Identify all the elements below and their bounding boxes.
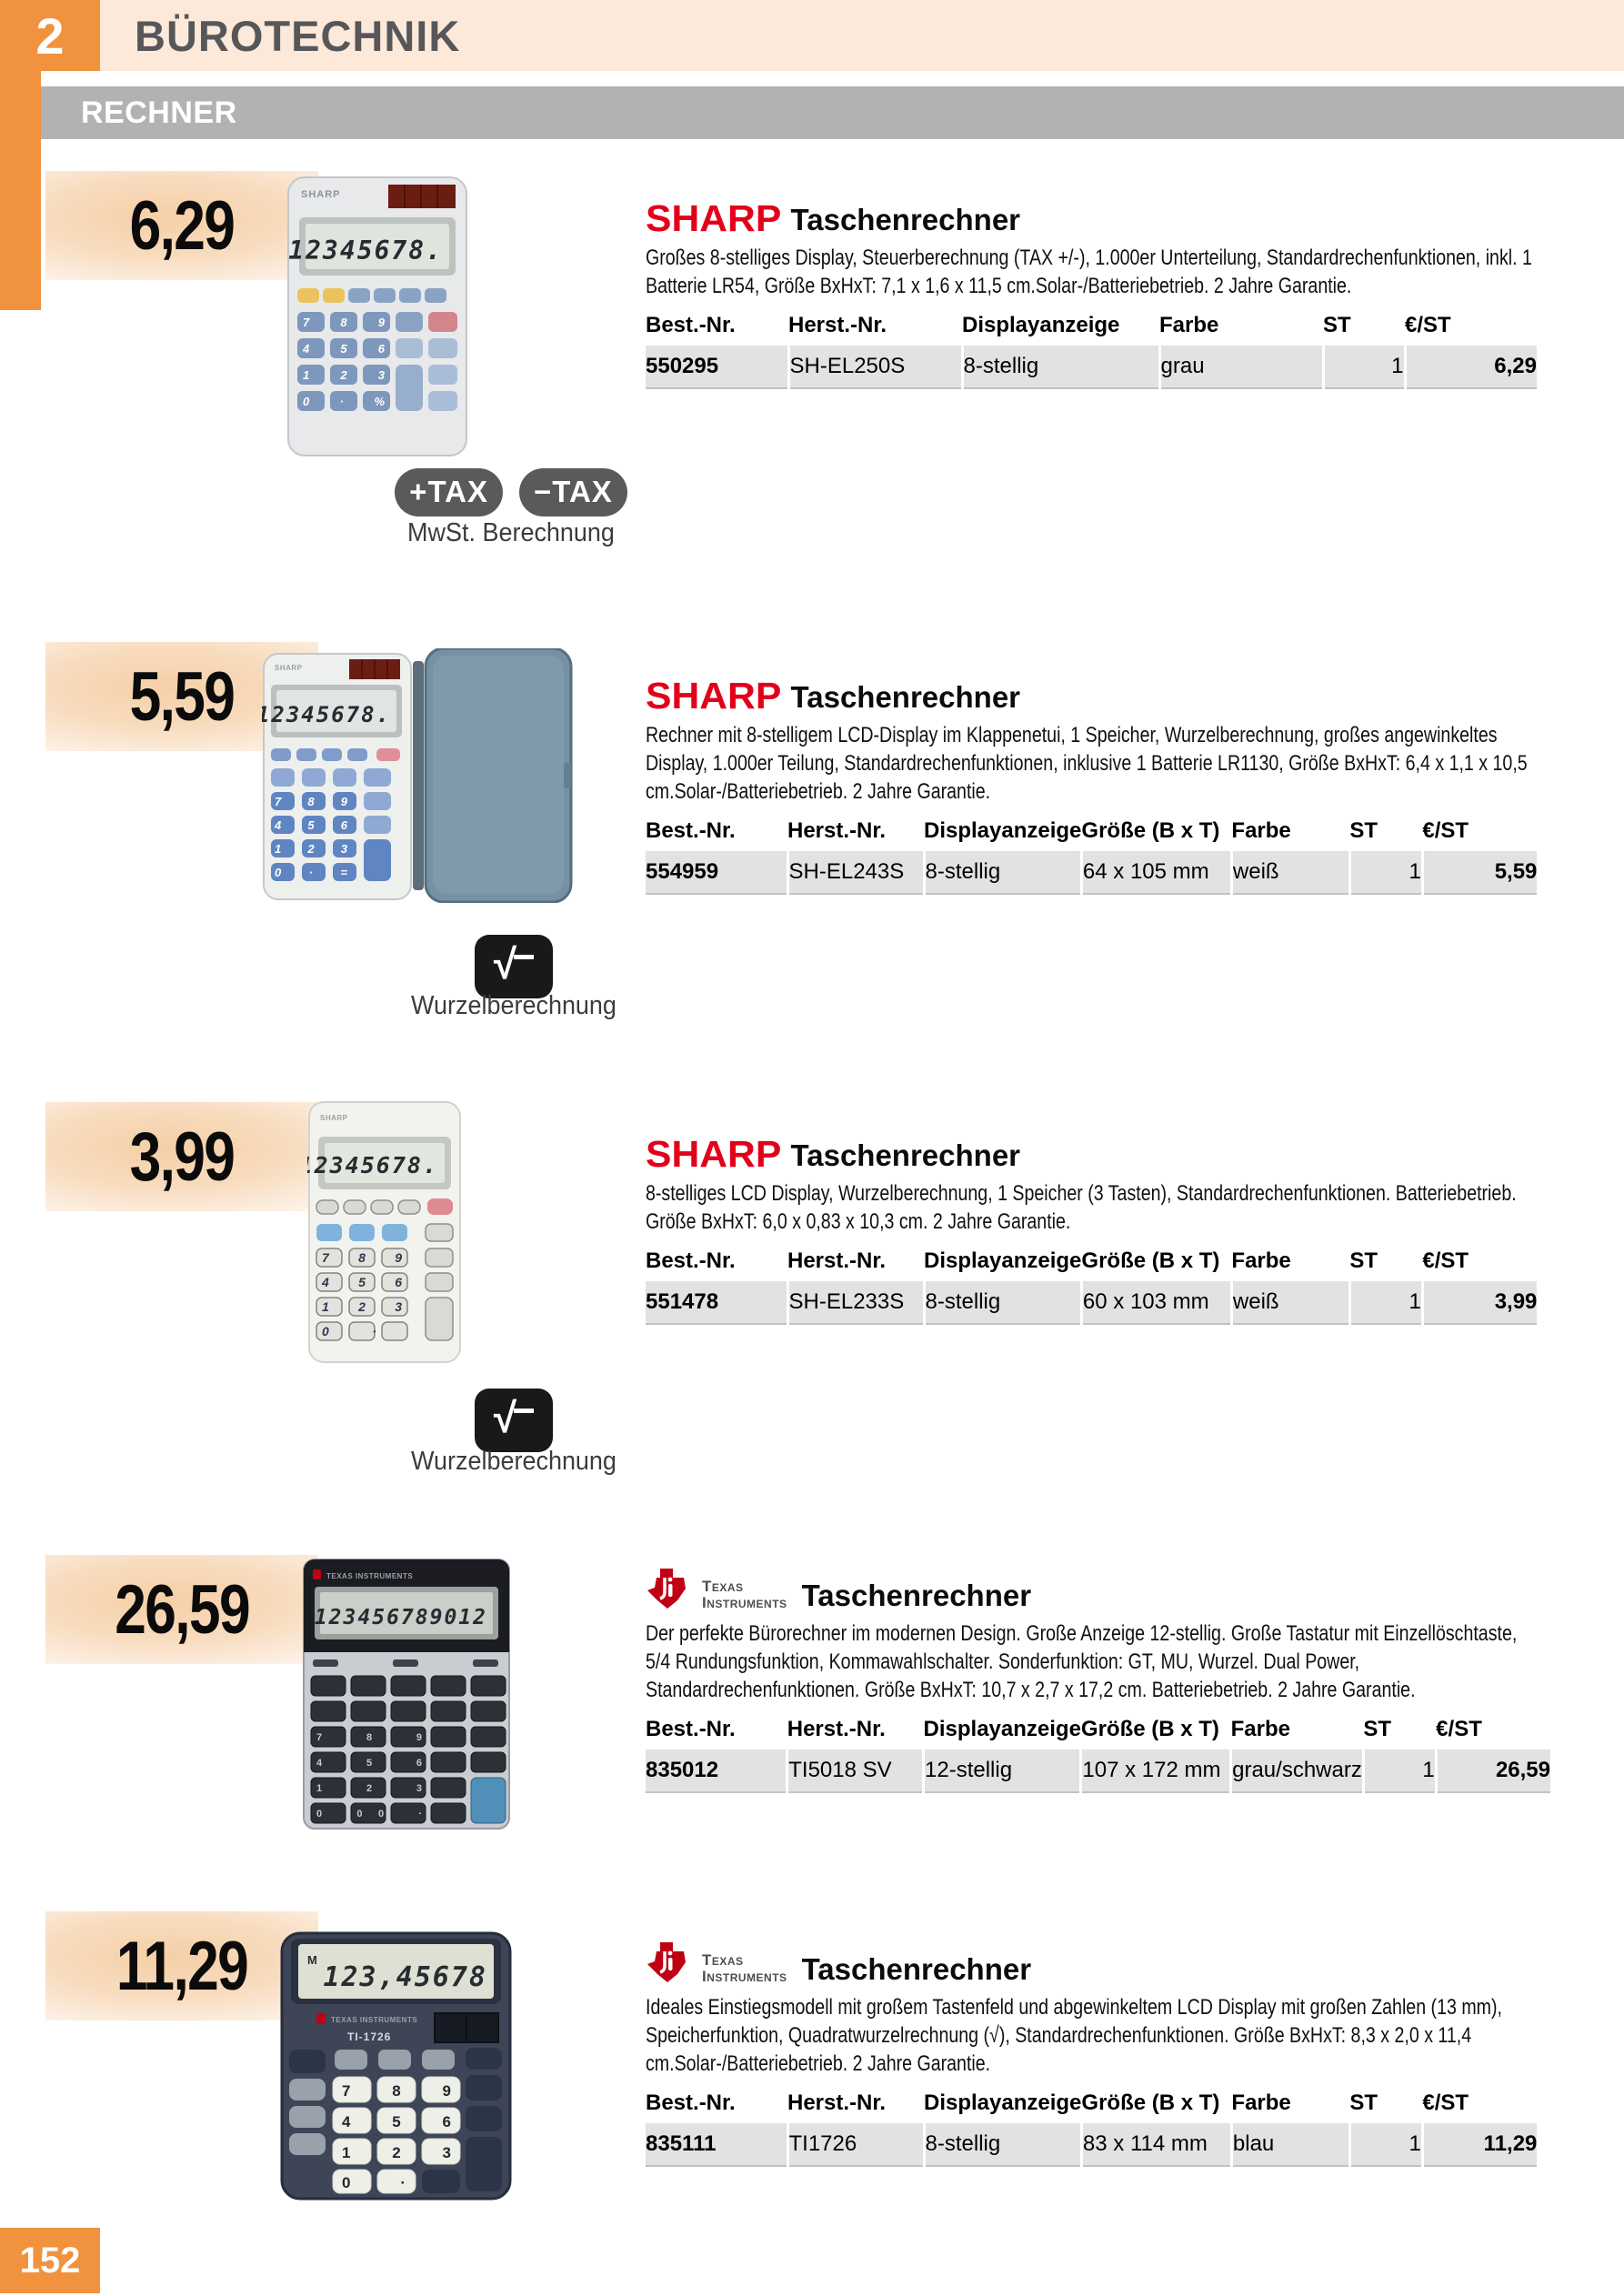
spec-table [646, 2090, 1537, 2167]
cell-st: 1 [1363, 1750, 1436, 1792]
svg-text:0 ·: 0 · [322, 1324, 376, 1338]
product-block [0, 1096, 1624, 1550]
feature-label: Wurzelberechnung [411, 991, 617, 1020]
col-bestnr: Best.-Nr. [646, 1248, 736, 1273]
sharp-logo: SHARP [646, 197, 782, 240]
sharp-logo: SHARP [646, 675, 782, 717]
product-block [0, 1910, 1624, 2228]
svg-text:0 · =: 0 · = [275, 866, 347, 879]
svg-text:7 8 9: 7 8 9 [303, 316, 385, 329]
product-photo-calculator [280, 1930, 512, 2202]
svg-text:0 00 ·: 0 00 · [316, 1809, 422, 1820]
col-display: Displayanzeige [962, 313, 1120, 337]
product-info [646, 1127, 1550, 1325]
memory-indicator: M [307, 1953, 317, 1967]
sharp-logo: SHARP [646, 1133, 782, 1176]
product-title: Taschenrechner [801, 1952, 1032, 1986]
ti-logo-words: Texas Instruments [702, 1951, 787, 1985]
sqrt-badge [475, 935, 553, 998]
product-photo-calculator [302, 1558, 511, 1830]
price: 11,29 [115, 1927, 248, 2005]
spec-table [646, 1717, 1550, 1793]
cell-groesse: 60 x 103 mm [1081, 1281, 1231, 1324]
col-display: Displayanzeige [924, 1248, 1082, 1273]
product-description: 8-stelliges LCD Display, Wurzelberechnung, 1 Speicher (3 Tasten), Standardrechenfunktionen. Batteriebetrieb. Größe BxHxT: 6,0 x 0,83 x 10,3 cm. 2 Jahre Garantie. [646, 1181, 1517, 1234]
cell-farbe: grau/schwarz [1231, 1750, 1364, 1792]
product-photo-calculator [307, 1100, 462, 1364]
product-description: Großes 8-stelliges Display, Steuerberechnung (TAX +/-), 1.000er Unterteilung, Standardrechenfunktionen, inkl. 1 Batterie LR54, Größe BxHxT: 7,1 x 1,6 x 11,5 cm.Solar-/Batteriebetrieb. 2 Jahre Garantie. [646, 246, 1532, 298]
svg-text:4 5 6: 4 5 6 [275, 818, 347, 832]
calc-brand-text: Texas Instruments [331, 2016, 418, 2024]
cell-preis: 11,29 [1422, 2123, 1537, 2166]
sqrt-icon: √ [493, 940, 517, 988]
cell-st: 1 [1349, 851, 1422, 894]
ti-logo-mark [316, 2013, 326, 2024]
cell-herstnr: SH-EL233S [787, 1281, 924, 1324]
col-bestnr: Best.-Nr. [646, 313, 736, 337]
table-row [646, 851, 1537, 894]
cell-display: 8-stellig [962, 346, 1159, 388]
svg-text:0 · %: 0 · % [303, 395, 385, 408]
cell-st: 1 [1349, 2123, 1422, 2166]
cell-herstnr: TI5018 SV [787, 1750, 924, 1792]
col-farbe: Farbe [1230, 1717, 1290, 1741]
price-highlight [45, 1102, 318, 1211]
page-number: 152 [19, 2240, 81, 2281]
col-st: ST [1349, 818, 1378, 843]
col-display: Displayanzeige [923, 1717, 1081, 1741]
col-st: ST [1323, 313, 1351, 337]
brand-row [646, 1567, 1550, 1610]
cell-herstnr: TI1726 [787, 2123, 924, 2166]
cell-bestnr: 835111 [646, 2123, 787, 2166]
chapter-number-box [0, 0, 100, 71]
cell-bestnr: 551478 [646, 1281, 787, 1324]
col-herstnr: Herst.-Nr. [787, 1717, 886, 1741]
product-description: Rechner mit 8-stelligem LCD-Display im Klappenetui, 1 Speicher, Wurzelberechnung, großes angewinkeltes Display, 1.000er Teilung, Standardrechenfunktionen, inklusive 1 Batterie LR1130, Größe BxHxT: 6,4 x 1,1 x 10,5 cm.Solar-/Batteriebetrieb. 2 Jahre Garantie. [646, 723, 1528, 804]
product-info [646, 191, 1550, 389]
cell-farbe: weiß [1231, 851, 1349, 894]
col-groesse: Größe (B x T) [1081, 1248, 1220, 1273]
svg-text:7 8 9: 7 8 9 [322, 1250, 402, 1265]
product-info [646, 668, 1550, 895]
table-row [646, 1281, 1537, 1324]
sqrt-badge [475, 1389, 553, 1452]
col-preis: €/ST [1422, 818, 1469, 843]
svg-text:4 5 6: 4 5 6 [303, 342, 385, 356]
product-description: Ideales Einstiegsmodell mit großem Tastenfeld und abgewinkeltem LCD Display mit großen Zahlen (13 mm), Speicherfunktion, Quadratwurzelrechnung (√), Standardrechenfunktionen. Größe BxHxT: 8,3 x 2,0 x 11,4 cm.Solar-/Batteriebetrieb. 2 Jahre Garantie. [646, 1995, 1502, 2076]
price-highlight [45, 171, 318, 280]
product-title: Taschenrechner [790, 1138, 1021, 1172]
feature-badges [366, 468, 657, 516]
col-farbe: Farbe [1159, 313, 1219, 337]
col-groesse: Größe (B x T) [1080, 1717, 1219, 1741]
feature-label: Wurzelberechnung [411, 1447, 617, 1476]
cell-herstnr: SH-EL250S [788, 346, 962, 388]
table-header-row [646, 1717, 1550, 1750]
cell-display: 8-stellig [924, 1281, 1081, 1324]
page-number-box [0, 2228, 100, 2293]
col-st: ST [1363, 1717, 1392, 1741]
cell-farbe: weiß [1231, 1281, 1349, 1324]
calc-brand-text: SHARP [301, 189, 341, 200]
col-herstnr: Herst.-Nr. [787, 818, 887, 843]
col-farbe: Farbe [1231, 1248, 1291, 1273]
svg-text:1 2 3: 1 2 3 [316, 1783, 422, 1794]
chapter-band [100, 0, 1624, 71]
cell-groesse: 83 x 114 mm [1081, 2123, 1231, 2166]
cell-display: 12-stellig [924, 1750, 1081, 1792]
minus-tax-badge: −TAX [519, 468, 627, 516]
product-block [0, 169, 1624, 632]
cell-display: 8-stellig [924, 851, 1081, 894]
calc-brand-text: SHARP [320, 1114, 348, 1122]
brand-row [646, 1940, 1550, 1984]
svg-text:7 8 9: 7 8 9 [342, 2082, 451, 2100]
col-farbe: Farbe [1231, 818, 1291, 843]
col-bestnr: Best.-Nr. [646, 2090, 736, 2115]
cell-st: 1 [1349, 1281, 1422, 1324]
price-highlight [45, 1555, 318, 1664]
price: 6,29 [129, 186, 235, 265]
table-header-row [646, 1248, 1537, 1281]
price: 26,59 [115, 1570, 249, 1649]
col-display: Displayanzeige [924, 818, 1082, 843]
lcd-display: 12345678. [262, 702, 391, 727]
col-preis: €/ST [1436, 1717, 1482, 1741]
texas-instruments-logo [646, 1940, 687, 1984]
ti-logo-icon [646, 1567, 687, 1610]
spec-table [646, 1248, 1537, 1325]
svg-text:1 2 3: 1 2 3 [303, 368, 385, 382]
cell-preis: 6,29 [1405, 346, 1537, 388]
lcd-display: 12345678. [307, 1152, 438, 1178]
texas-instruments-logo [646, 1567, 687, 1610]
table-row [646, 2123, 1537, 2166]
svg-text:7 8 9: 7 8 9 [275, 795, 347, 808]
product-title: Taschenrechner [790, 680, 1021, 714]
svg-text:1 2 3: 1 2 3 [275, 842, 347, 856]
table-header-row [646, 313, 1537, 346]
lcd-display: 12345678. [288, 236, 443, 266]
hinge [413, 661, 424, 890]
spec-table [646, 818, 1537, 895]
table-header-row [646, 818, 1537, 851]
product-info [646, 1567, 1550, 1793]
col-herstnr: Herst.-Nr. [787, 2090, 887, 2115]
cell-bestnr: 550295 [646, 346, 788, 388]
section-title: RECHNER [81, 95, 237, 130]
cell-groesse: 107 x 172 mm [1081, 1750, 1231, 1792]
col-herstnr: Herst.-Nr. [788, 313, 887, 337]
svg-text:4 5 6: 4 5 6 [322, 1275, 402, 1289]
price-highlight [45, 1911, 318, 2020]
brand-row [646, 668, 1550, 717]
svg-text:7 8 9: 7 8 9 [316, 1732, 422, 1743]
brand-row [646, 1127, 1550, 1176]
cell-preis: 3,99 [1422, 1281, 1537, 1324]
col-farbe: Farbe [1231, 2090, 1291, 2115]
cell-st: 1 [1323, 346, 1405, 388]
col-display: Displayanzeige [924, 2090, 1082, 2115]
product-block [0, 632, 1624, 1096]
ti-logo-mark [313, 1569, 321, 1579]
col-preis: €/ST [1422, 1248, 1469, 1273]
ti-logo-icon [646, 1940, 687, 1984]
product-info [646, 1940, 1550, 2167]
feature-label: MwSt. Berechnung [407, 518, 615, 547]
svg-text:4 5 6: 4 5 6 [316, 1758, 422, 1769]
price: 5,59 [129, 657, 235, 736]
sqrt-icon: √ [493, 1394, 517, 1441]
svg-text:1 2 3: 1 2 3 [322, 1299, 402, 1314]
svg-text:0 ·: 0 · [342, 2174, 406, 2191]
cell-display: 8-stellig [924, 2123, 1081, 2166]
ti-logo-words: Texas Instruments [702, 1578, 787, 1611]
cell-herstnr: SH-EL243S [787, 851, 924, 894]
table-row [646, 346, 1537, 388]
lcd-display: 123456789012 [314, 1606, 487, 1629]
price: 3,99 [129, 1118, 235, 1196]
svg-text:4 5 6: 4 5 6 [342, 2113, 451, 2131]
cell-preis: 5,59 [1422, 851, 1537, 894]
chapter-number: 2 [35, 6, 65, 65]
cell-preis: 26,59 [1436, 1750, 1550, 1792]
calc-brand-text: Texas Instruments [326, 1572, 414, 1580]
table-header-row [646, 2090, 1537, 2123]
product-photo-calculator [262, 648, 573, 903]
col-groesse: Größe (B x T) [1081, 818, 1220, 843]
product-photo-calculator [286, 175, 468, 457]
cell-groesse: 64 x 105 mm [1081, 851, 1231, 894]
col-bestnr: Best.-Nr. [646, 818, 736, 843]
cell-farbe: grau [1159, 346, 1323, 388]
page-title: BÜROTECHNIK [135, 11, 461, 60]
plus-tax-badge: +TAX [395, 468, 503, 516]
cell-bestnr: 554959 [646, 851, 787, 894]
section-bar [41, 86, 1624, 139]
lcd-display: 123,45678 [323, 1961, 487, 1993]
brand-row [646, 191, 1550, 240]
svg-text:1 2 3: 1 2 3 [342, 2144, 451, 2161]
cell-farbe: blau [1231, 2123, 1349, 2166]
col-st: ST [1349, 1248, 1378, 1273]
col-st: ST [1349, 2090, 1378, 2115]
calc-brand-text: SHARP [275, 664, 303, 672]
cell-bestnr: 835012 [646, 1750, 787, 1792]
col-preis: €/ST [1422, 2090, 1469, 2115]
product-title: Taschenrechner [790, 203, 1021, 236]
product-block [0, 1550, 1624, 1910]
col-bestnr: Best.-Nr. [646, 1717, 736, 1741]
spec-table [646, 313, 1537, 389]
calc-model-text: TI-1726 [347, 2030, 392, 2043]
col-herstnr: Herst.-Nr. [787, 1248, 887, 1273]
product-description: Der perfekte Bürorechner im modernen Design. Große Anzeige 12-stellig. Große Tastatur mit Einzellöschtaste, 5/4 Rundungsfunktion, Kommawahlschalter. Sonderfunktion: GT, MU, Wurzel. Dual Power, Standardrechenfunktionen. Größe BxHxT: 10,7 x 2,7 x 17,2 cm. Batteriebetrieb. 2 Jahre Garantie. [646, 1621, 1518, 1702]
table-row [646, 1750, 1550, 1792]
col-groesse: Größe (B x T) [1081, 2090, 1220, 2115]
col-preis: €/ST [1405, 313, 1451, 337]
product-title: Taschenrechner [801, 1579, 1032, 1612]
